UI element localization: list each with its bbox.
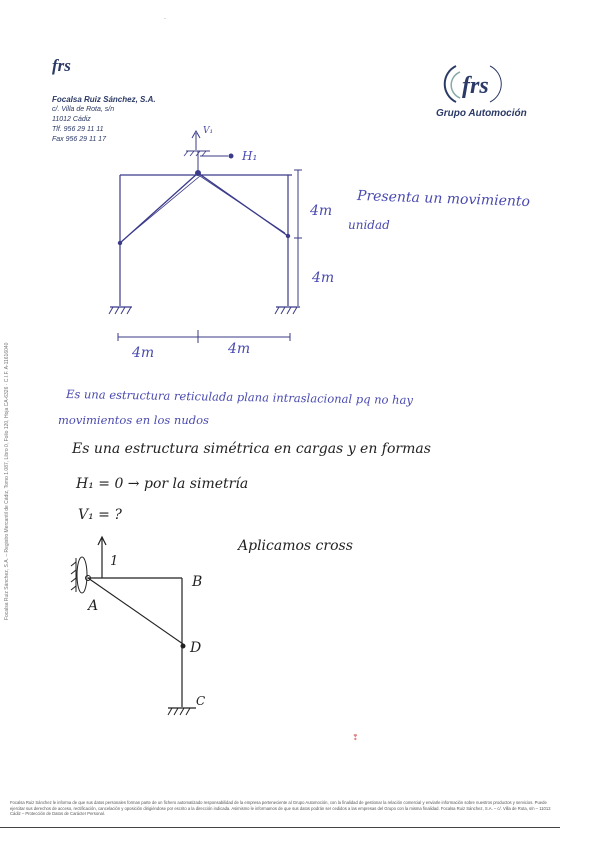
node-c-label: C	[196, 694, 206, 708]
note-blue-line-1: Es una estructura reticulada plana intraslacional pq no hay	[65, 386, 414, 408]
frs-logo-text: frs	[462, 73, 489, 99]
phone-line: Tlf. 956 29 11 11	[52, 126, 104, 133]
frs-logo-small: frs	[52, 56, 71, 75]
dimension-right-4m: 4m	[228, 341, 251, 357]
dimension-left-4m: 4m	[132, 345, 155, 361]
footer-divider	[0, 827, 560, 828]
dimension-top-4m: 4m	[310, 203, 333, 219]
city-line: 11012 Cádiz	[52, 116, 91, 123]
note-line-2: unidad	[348, 218, 390, 232]
stray-mark: ·	[164, 16, 166, 22]
note-blue-line-2: movimientos en los nudos	[58, 413, 209, 427]
node-b-label: B	[192, 574, 203, 590]
registry-side-text: Focalsa Ruiz Sánchez, S.A. – Registro Mercantil de Cádiz, Tomo 1.087, Libro 0, Folio 120, Hoja CA-6326 · C.I.F. A-11616040	[4, 342, 10, 620]
red-stamp-mark: ❢	[352, 733, 359, 742]
note-symmetric-line: Es una estructura simétrica en cargas y en formas	[72, 441, 431, 457]
address-line: c/. Villa de Rota, s/n	[52, 106, 115, 113]
h1-label: H₁	[242, 149, 258, 163]
legal-footer: Focalsa Ruiz Sánchez le informa de que sus datos personales forman parte de un fichero automatizado responsabilidad de la empresa perteneciente al Grupo Automoción, con la finalidad de gestionar la relación comercial y enviarle información sobre nuestros productos y servicios. Puede ejercitar sus derechos de acceso, rectificación, cancelación y oposición dirigiéndose por escrito a la dirección indicada. Asimismo le informamos de que sus datos podrán ser cedidos a las empresas del Grupo con la misma finalidad. Focalsa Ruiz Sánchez, S.A. – c/. Villa de Rota, s/n – 11012 Cádiz – Protección de Datos de Carácter Personal.	[10, 800, 551, 816]
node-a-label: A	[88, 598, 99, 614]
dimension-bottom-4m: 4m	[312, 270, 335, 286]
load-label: 1	[110, 554, 119, 569]
note-cross-line: Aplicamos cross	[238, 538, 353, 554]
company-name: Focalsa Ruiz Sánchez, S.A.	[52, 95, 156, 104]
member-ad	[88, 578, 183, 644]
v1-label: V₁	[203, 126, 214, 136]
grupo-automocion-label: Grupo Automoción	[436, 108, 527, 119]
node-d-point	[181, 644, 186, 649]
node-d-label: D	[190, 640, 202, 656]
note-h1-line: H₁ = 0 → por la simetría	[76, 476, 249, 492]
note-v1-line: V₁ = ?	[78, 507, 122, 523]
note-line-1: Presenta un movimiento	[356, 187, 531, 211]
fax-line: Fax 956 29 11 17	[52, 136, 106, 143]
roller-support	[77, 557, 87, 593]
